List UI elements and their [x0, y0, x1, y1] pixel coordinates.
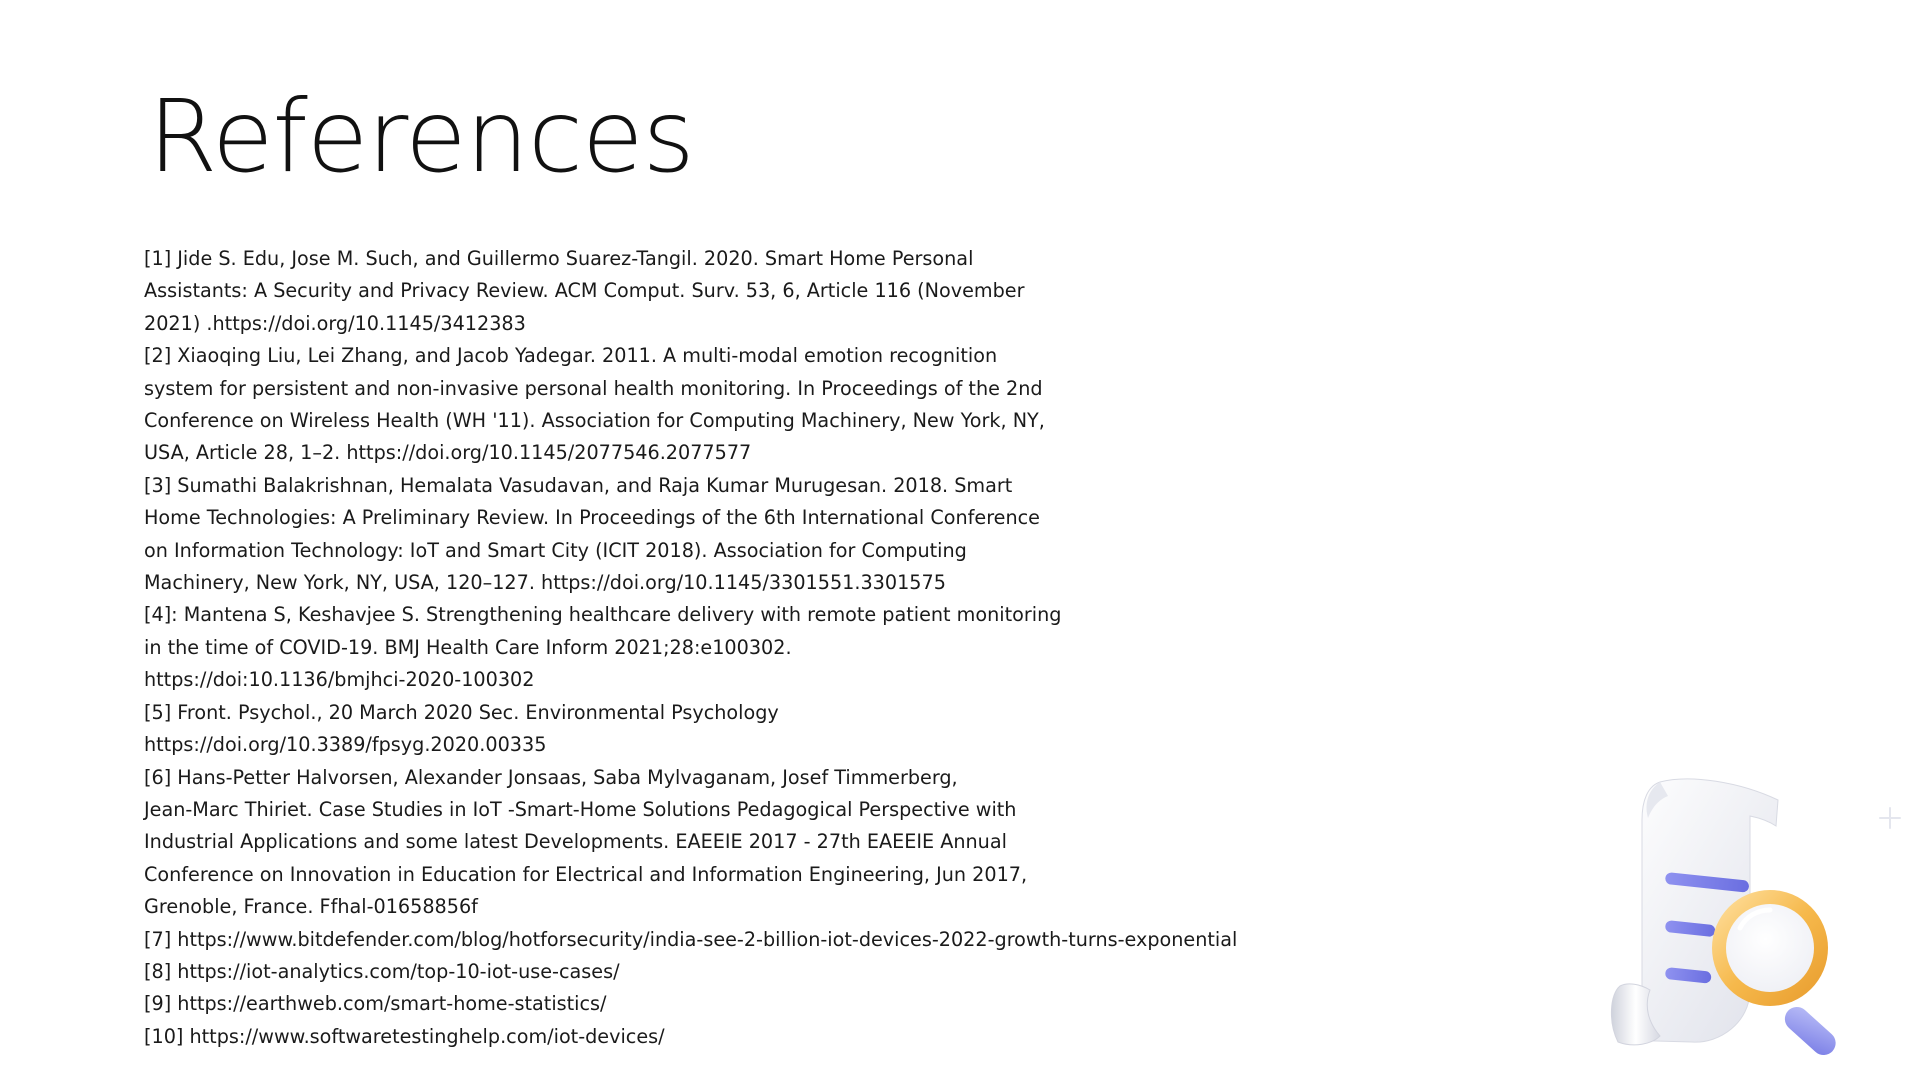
reference-item	[144, 599, 1344, 696]
document-magnifier-icon	[1600, 760, 1920, 1060]
reference-line: Machinery, New York, NY, USA, 120–127. https://doi.org/10.1145/3301551.3301575	[144, 571, 946, 595]
reference-line: system for persistent and non-invasive personal health monitoring. In Proceedings of the 2nd	[144, 376, 1043, 400]
reference-line: https://doi.org/10.3389/fpsyg.2020.00335	[144, 733, 547, 757]
reference-line: [9] https://earthweb.com/smart-home-statistics/	[144, 992, 607, 1016]
reference-line: Grenoble, France. Ffhal-01658856f	[144, 895, 478, 919]
reference-item	[144, 697, 1344, 762]
reference-line: Assistants: A Security and Privacy Review. ACM Comput. Surv. 53, 6, Article 116 (November	[144, 279, 1025, 303]
reference-item	[144, 956, 1344, 988]
reference-item	[144, 470, 1344, 600]
reference-line: Industrial Applications and some latest Developments. EAEEIE 2017 - 27th EAEEIE Annual	[144, 830, 1007, 854]
reference-line: [2] Xiaoqing Liu, Lei Zhang, and Jacob Yadegar. 2011. A multi-modal emotion recognition	[144, 344, 998, 368]
reference-line: [6] Hans-Petter Halvorsen, Alexander Jonsaas, Saba Mylvaganam, Josef Timmerberg,	[144, 765, 958, 789]
reference-item	[144, 924, 1344, 956]
reference-line: [1] Jide S. Edu, Jose M. Such, and Guillermo Suarez-Tangil. 2020. Smart Home Personal	[144, 247, 974, 270]
reference-item	[144, 1021, 1344, 1053]
reference-line: 2021) .https://doi.org/10.1145/3412383	[144, 311, 526, 335]
reference-line: [3] Sumathi Balakrishnan, Hemalata Vasudavan, and Raja Kumar Murugesan. 2018. Smart	[144, 473, 1013, 497]
reference-line: https://doi:10.1136/bmjhci-2020-100302	[144, 668, 535, 692]
reference-list	[144, 243, 1344, 1053]
reference-item	[144, 243, 1344, 340]
reference-line: Conference on Wireless Health (WH '11). Association for Computing Machinery, New York, NY,	[144, 409, 1045, 433]
reference-line: [10] https://www.softwaretestinghelp.com/iot-devices/	[144, 1024, 665, 1048]
reference-line: on Information Technology: IoT and Smart City (ICIT 2018). Association for Computing	[144, 538, 967, 562]
reference-line: Home Technologies: A Preliminary Review. In Proceedings of the 6th International Conference	[144, 506, 1040, 530]
reference-item	[144, 340, 1344, 470]
sparkle-icon	[1880, 808, 1900, 828]
reference-line: in the time of COVID-19. BMJ Health Care Inform 2021;28:e100302.	[144, 635, 792, 659]
reference-line: [4]: Mantena S, Keshavjee S. Strengthening healthcare delivery with remote patient monitoring	[144, 603, 1062, 627]
reference-line: [7] https://www.bitdefender.com/blog/hotforsecurity/india-see-2-billion-iot-devices-2022-growth-turns-exponential	[144, 927, 1238, 951]
reference-line: USA, Article 28, 1–2. https://doi.org/10.1145/2077546.2077577	[144, 441, 752, 465]
reference-line: [8] https://iot-analytics.com/top-10-iot-use-cases/	[144, 959, 620, 983]
reference-item	[144, 762, 1344, 924]
page-title: References	[148, 78, 694, 195]
reference-line: Conference on Innovation in Education for Electrical and Information Engineering, Jun 2017,	[144, 862, 1028, 886]
reference-item	[144, 988, 1344, 1020]
reference-line: Jean-Marc Thiriet. Case Studies in IoT -Smart-Home Solutions Pedagogical Perspective with	[144, 797, 1017, 821]
reference-line: [5] Front. Psychol., 20 March 2020 Sec. Environmental Psychology	[144, 700, 779, 724]
